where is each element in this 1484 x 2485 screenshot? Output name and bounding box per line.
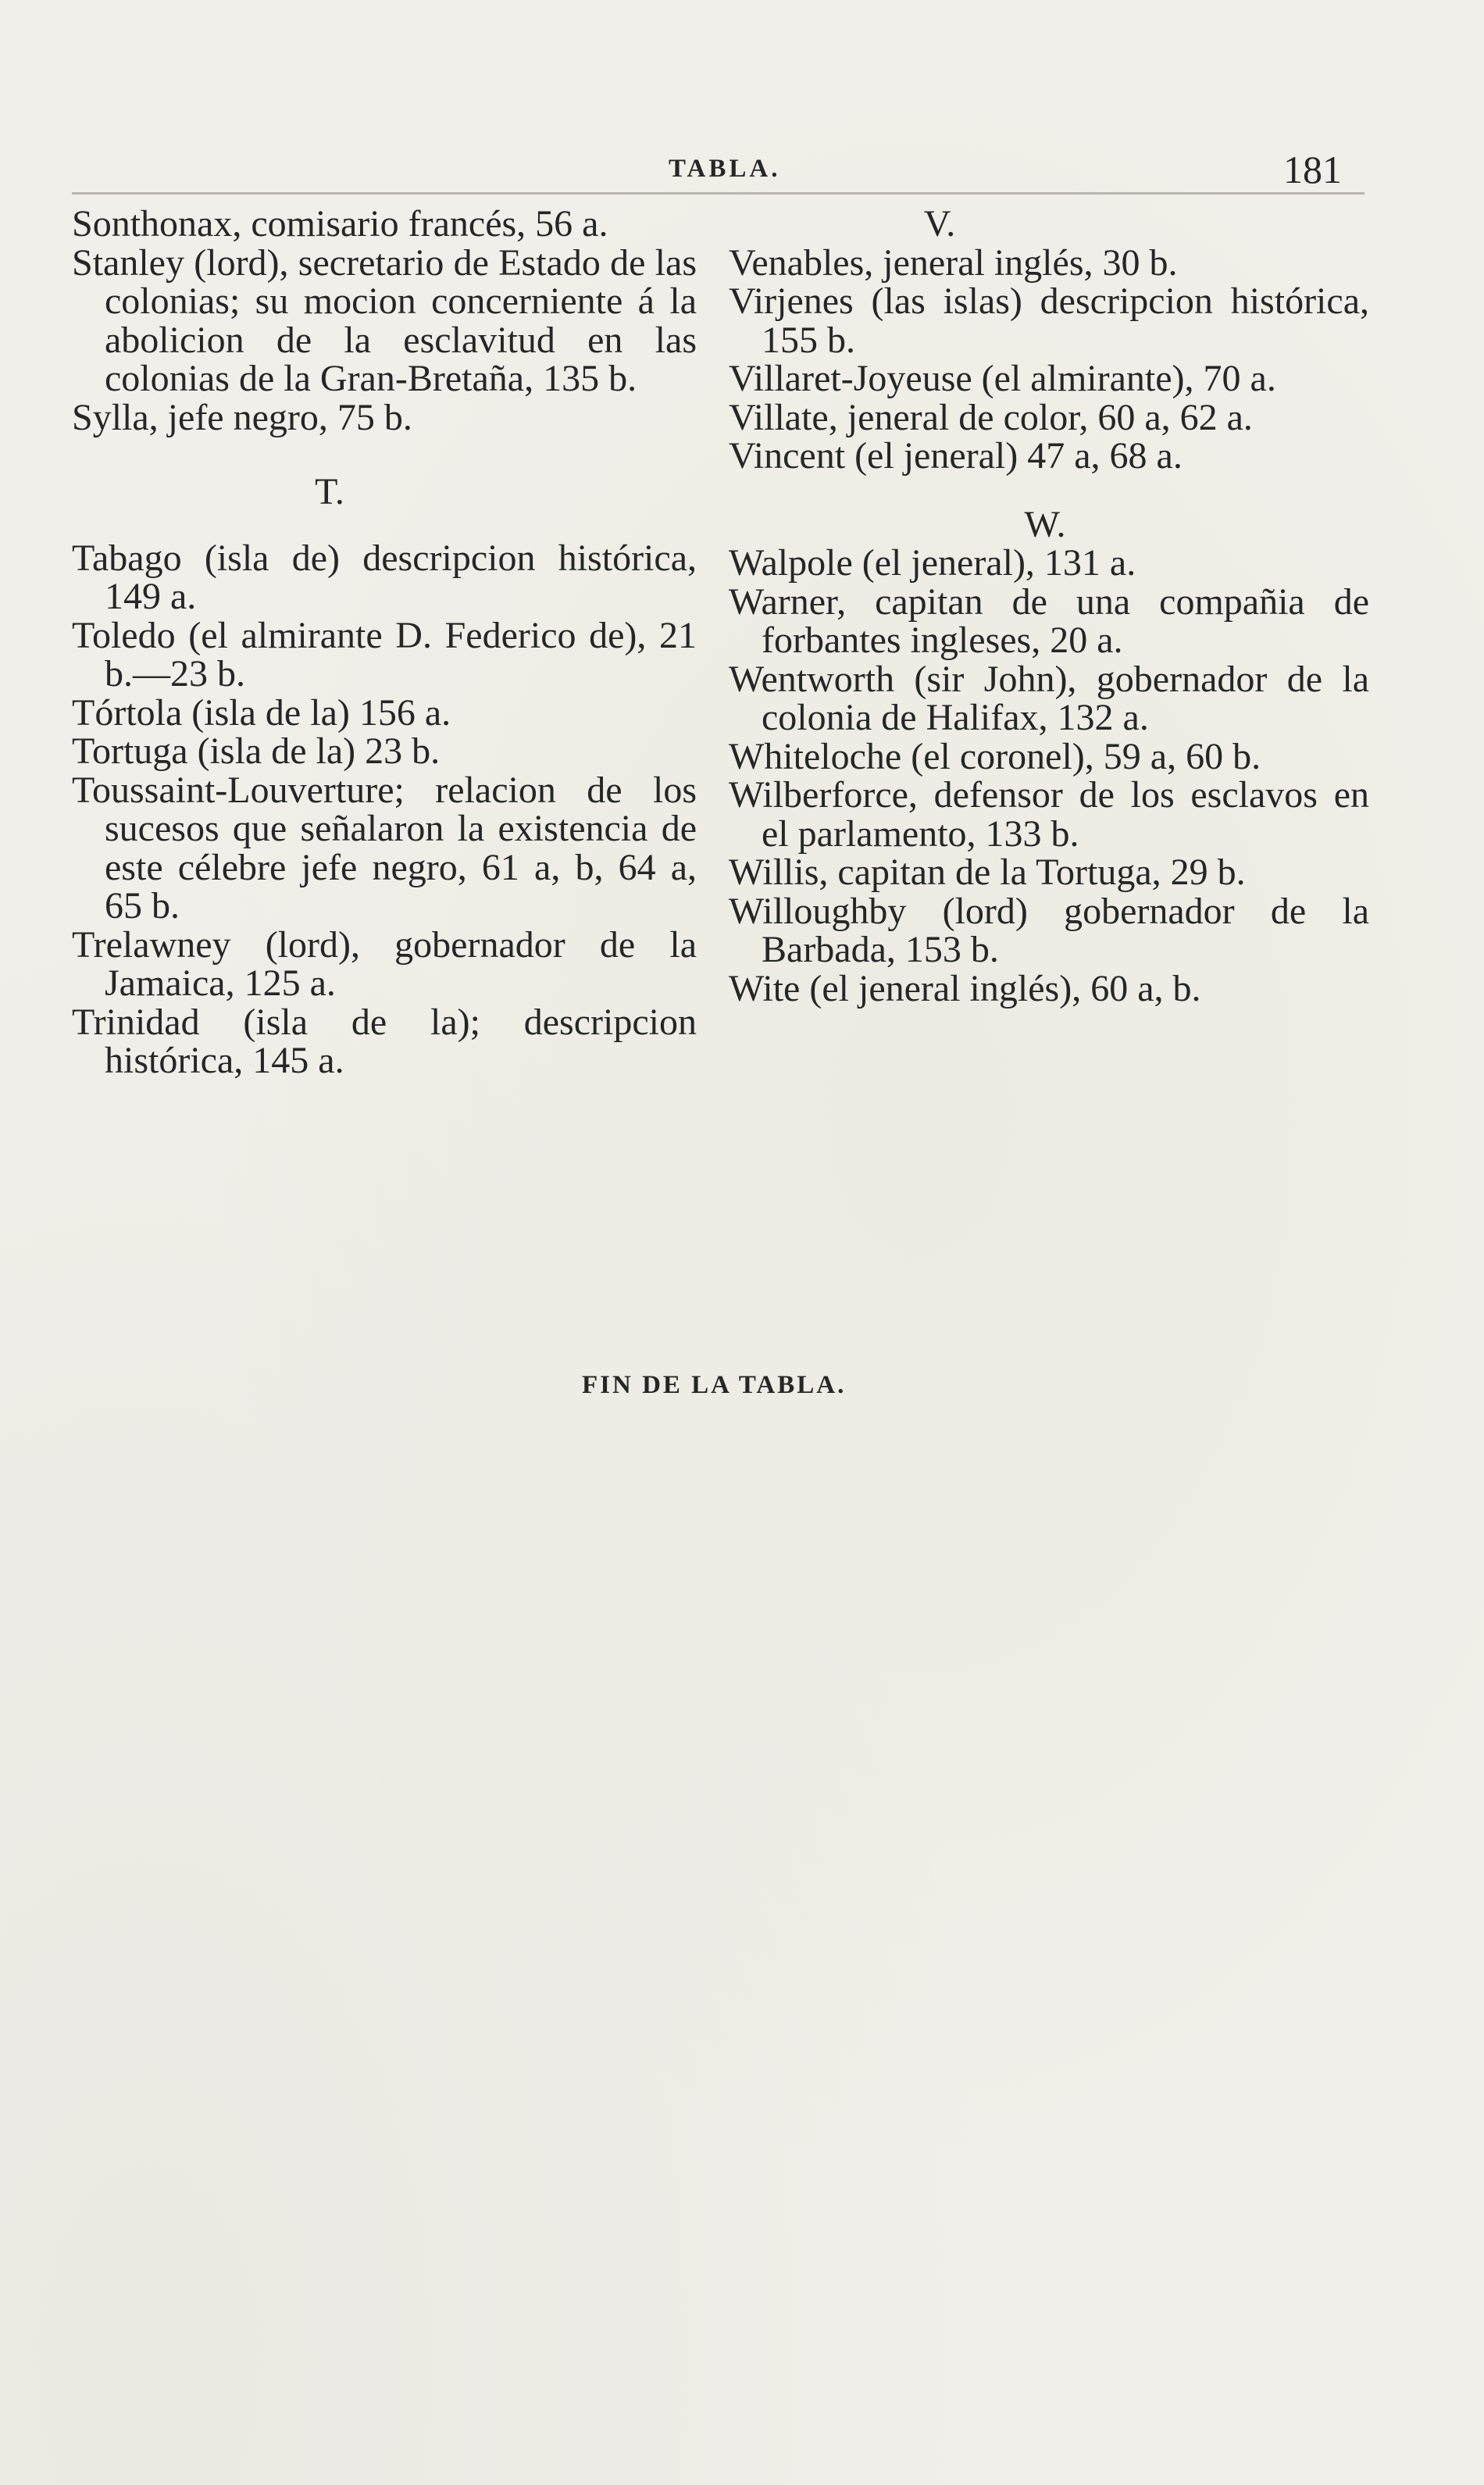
index-entry: Wilberforce, defensor de los esclavos en el parlamento, 133 b. <box>729 774 1369 855</box>
index-entry: Whiteloche (el coronel), 59 a, 60 b. <box>729 735 1261 777</box>
index-entry: Walpole (el jeneral), 131 a. <box>729 542 1136 584</box>
index-entry: Sonthonax, comisario francés, 56 a. <box>72 203 608 245</box>
index-entry: Villaret-Joyeuse (el almirante), 70 a. <box>729 358 1276 399</box>
index-entry: Wite (el jeneral inglés), 60 a, b. <box>729 967 1201 1009</box>
letter-heading-t: T. <box>315 471 344 512</box>
index-entry: Stanley (lord), secretario de Estado de las colonias; su mocion concerniente á la abolicion de la esclavitud en las colonias de la Gran-Bretaña, 135 b. <box>72 241 697 399</box>
index-entry: Villate, jeneral de color, 60 a, 62 a. <box>729 396 1253 438</box>
index-entry: Virjenes (las islas) descripcion histórica, 155 b. <box>729 280 1369 361</box>
end-of-table-text: FIN DE LA TABLA. <box>582 1371 847 1399</box>
index-entry: Toledo (el almirante D. Federico de), 21 b.—23 b. <box>72 614 697 694</box>
index-entry: Trelawney (lord), gobernador de la Jamaica, 125 a. <box>72 923 697 1004</box>
right-index-column <box>729 205 1369 1008</box>
index-entry: Trinidad (isla de la); descripcion histórica, 145 a. <box>72 1001 697 1081</box>
index-entry: Warner, capitan de una compañia de forbantes ingleses, 20 a. <box>729 580 1369 661</box>
index-entry: Tortuga (isla de la) 23 b. <box>72 730 441 772</box>
index-entry: Tabago (isla de) descripcion histórica, 149 a. <box>72 537 697 617</box>
index-entry: Toussaint-Louverture; relacion de los sucesos que señalaron la existencia de este célebre jefe negro, 61 a, b, 64 a, 65 b. <box>72 769 697 927</box>
letter-heading-w: W. <box>1024 503 1066 545</box>
page-number: 181 <box>1283 148 1342 191</box>
index-entry: Tórtola (isla de la) 156 a. <box>72 691 451 734</box>
running-title: TABLA. <box>669 155 781 183</box>
letter-heading-v: V. <box>923 203 956 245</box>
index-entry: Venables, jeneral inglés, 30 b. <box>729 241 1178 284</box>
index-entry: Willis, capitan de la Tortuga, 29 b. <box>729 852 1246 893</box>
index-entry: Wentworth (sir John), gobernador de la colonia de Halifax, 132 a. <box>729 658 1369 738</box>
left-index-column <box>72 205 697 1080</box>
index-entry: Willoughby (lord) gobernador de la Barbada, 153 b. <box>729 890 1369 970</box>
header-rule <box>72 192 1364 195</box>
index-entry: Vincent (el jeneral) 47 a, 68 a. <box>729 435 1183 477</box>
index-entry: Sylla, jefe negro, 75 b. <box>72 396 412 438</box>
